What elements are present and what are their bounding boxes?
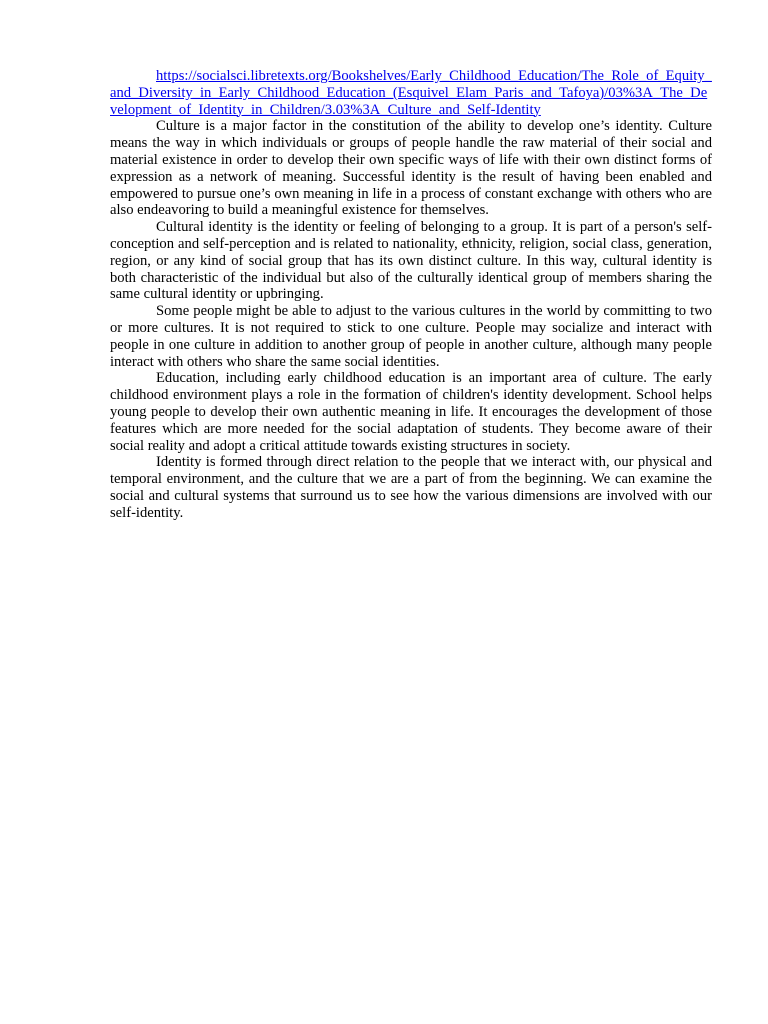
- paragraph-identity-formation: Identity is formed through direct relation to the people that we interact with, our physical and temporal environment, and the culture that we are a part of from the beginning. We can examine the social and cultural systems that surround us to see how the various dimensions are involved with our self-identity.: [110, 454, 712, 521]
- document-page: [110, 68, 712, 522]
- paragraph-multiple-cultures: Some people might be able to adjust to the various cultures in the world by committing to two or more cultures. It is not required to stick to one culture. People may socialize and interact with people in one culture in addition to another group of people in another culture, although many people interact with others who share the same social identities.: [110, 303, 712, 370]
- paragraph-education: Education, including early childhood education is an important area of culture. The early childhood environment plays a role in the formation of children's identity development. School helps young people to develop their own authentic meaning in life. It encourages the development of those features which are more needed for the social adaptation of students. They become aware of their social reality and adopt a critical attitude towards existing structures in society.: [110, 370, 712, 454]
- source-link[interactable]: https://socialsci.libretexts.org/Bookshelves/Early_Childhood_Education/The_Role_of_Equity_and_Diversity_in_Early_Childhood_Education_(Esquivel_Elam_Paris_and_Tafoya)/03%3A_The_Development_of_Identity_in_Children/3.03%3A_Culture_and_Self-Identity: [110, 68, 712, 118]
- paragraph-culture-identity: Culture is a major factor in the constitution of the ability to develop one’s identity. Culture means the way in which individuals or groups of people handle the raw material of their social and material existence in order to develop their own specific ways of life with their own distinct forms of expression as a network of meaning. Successful identity is the result of having been enabled and empowered to pursue one’s own meaning in life in a process of constant exchange with others who are also endeavoring to build a meaningful existence for themselves.: [110, 118, 712, 219]
- paragraph-cultural-identity: Cultural identity is the identity or feeling of belonging to a group. It is part of a person's self-conception and self-perception and is related to nationality, ethnicity, religion, social class, generation, region, or any kind of social group that has its own distinct culture. In this way, cultural identity is both characteristic of the individual but also of the culturally identical group of members sharing the same cultural identity or upbringing.: [110, 219, 712, 303]
